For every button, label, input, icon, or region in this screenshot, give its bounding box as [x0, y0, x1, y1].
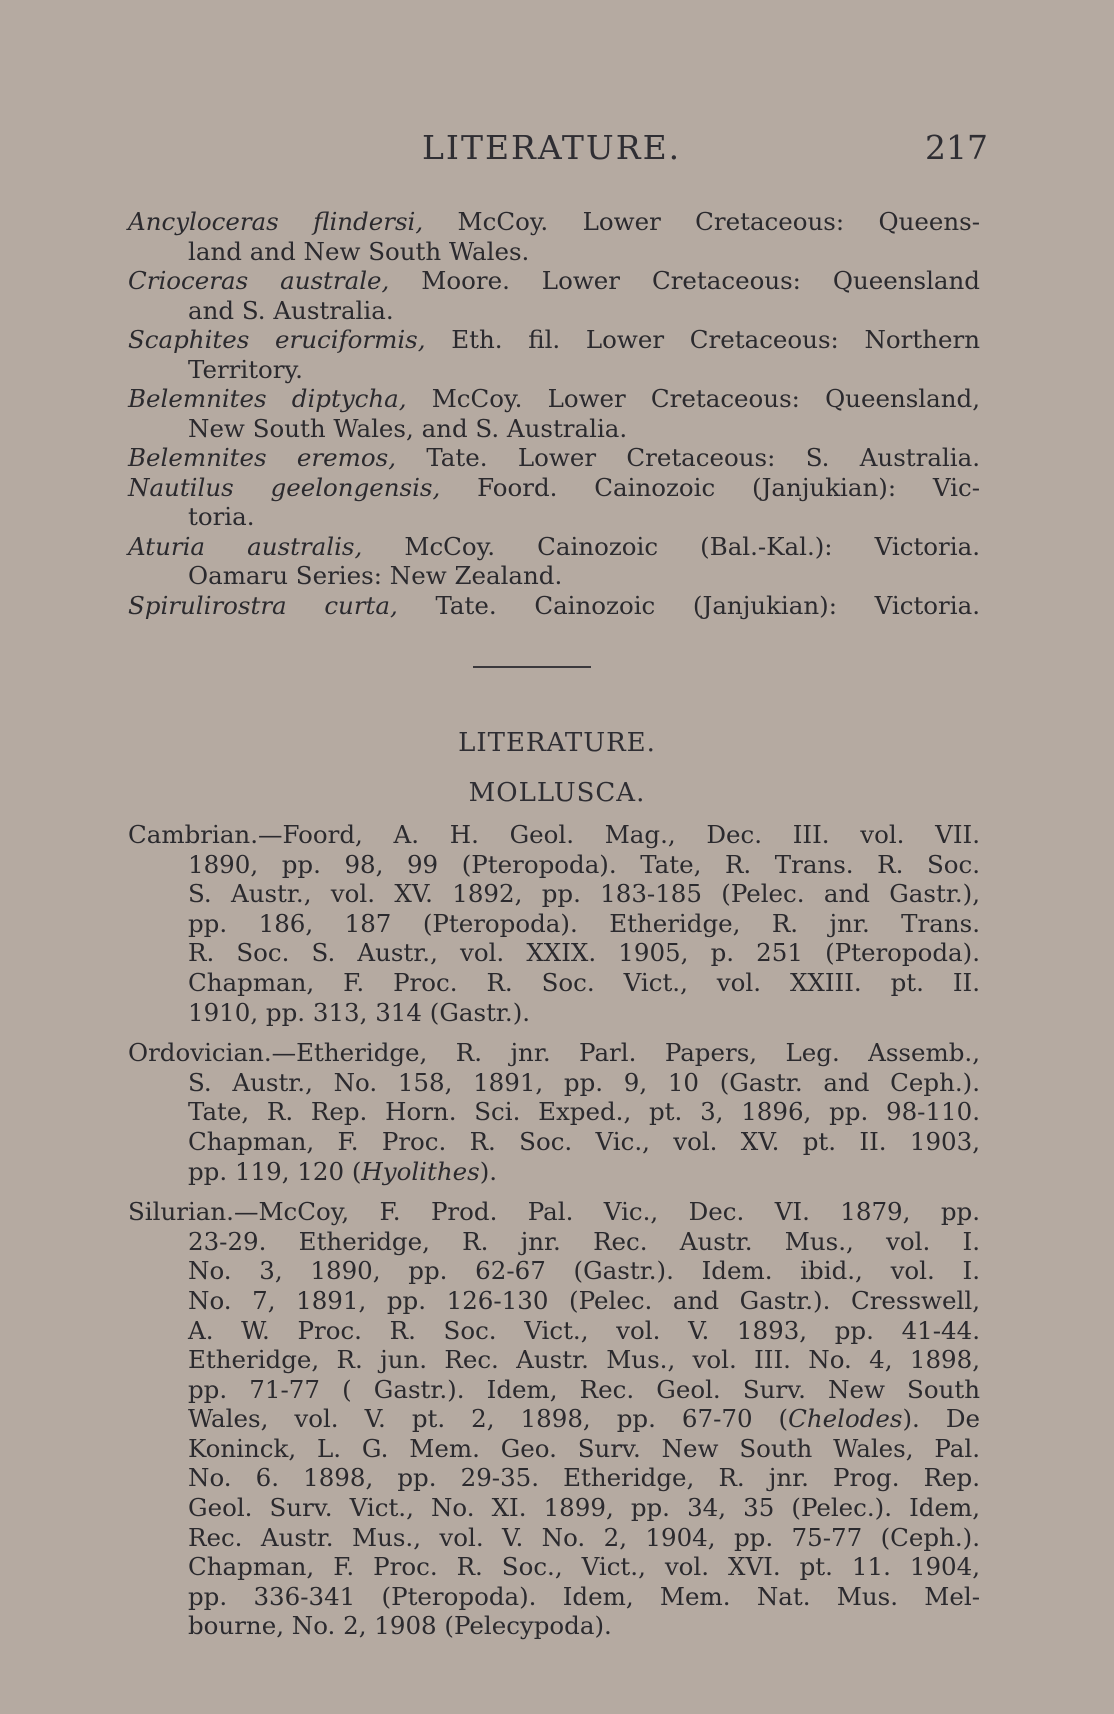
species-entry: Scaphites eruciformis, Eth. fil. Lower Cretaceous: Northern Territory. [128, 325, 981, 384]
species-entry: Spirulirostra curta, Tate. Cainozoic (Janjukian): Victoria. [128, 590, 980, 620]
section-divider [473, 666, 591, 668]
species-entry: Ancyloceras flindersi, McCoy. Lower Cretaceous: Queens- land and New South Wales. [128, 207, 980, 266]
species-list [128, 207, 980, 620]
species-entry: Crioceras australe, Moore. Lower Cretaceous: Queensland and S. Australia. [128, 266, 980, 325]
reference-silurian: Silurian.—McCoy, F. Prod. Pal. Vic., Dec. VI. 1879, pp. 23-29. Etheridge, R. jnr. Rec. Austr. Mus., vol. I. No. 3, 1890, pp. 62-67 (Gastr.). Idem. ibid., vol. I. No. 7, 1891, pp. 126-130 (Pelec. and Gastr.). Cresswell, A. W. Proc. R. Soc. Vict., vol. V. 1893, pp. 41-44. Etheridge, R. jun. Rec. Austr. Mus., vol. III. No. 4, 1898, pp. 71-77 ( Gastr.). Idem, Rec. Geol. Surv. New South Wales, vol. V. pt. 2, 1898, pp. 67-70 (Chelodes). De Koninck, L. G. Mem. Geo. Surv. New South Wales, Pal. No. 6. 1898, pp. 29-35. Etheridge, R. jnr. Prog. Rep. Geol. Surv. Vict., No. XI. 1899, pp. 34, 35 (Pelec.). Idem, Rec. Austr. Mus., vol. V. No. 2, 1904, pp. 75-77 (Ceph.). Chapman, F. Proc. R. Soc., Vict., vol. XVI. pt. 11. 1904, pp. 336-341 (Pteropoda). Idem, Mem. Nat. Mus. Mel- bourne, No. 2, 1908 (Pelecypoda). [128, 1197, 980, 1641]
running-title: LITERATURE. [422, 128, 682, 167]
page-number: 217 [925, 128, 988, 167]
species-entry: Aturia australis, McCoy. Cainozoic (Bal.-Kal.): Victoria. Oamaru Series: New Zealand. [128, 531, 980, 590]
section-subtitle: MOLLUSCA. [468, 778, 646, 808]
references [128, 820, 980, 1652]
running-head [0, 128, 1114, 172]
reference-cambrian: Cambrian.—Foord, A. H. Geol. Mag., Dec. III. vol. VII. 1890, pp. 98, 99 (Pteropoda). Tate, R. Trans. R. Soc. S. Austr., vol. XV. 1892, pp. 183-185 (Pelec. and Gastr.), pp. 186, 187 (Pteropoda). Etheridge, R. jnr. Trans. R. Soc. S. Austr., vol. XXIX. 1905, p. 251 (Pteropoda). Chapman, F. Proc. R. Soc. Vict., vol. XXIII. pt. II. 1910, pp. 313, 314 (Gastr.). [128, 820, 980, 1027]
species-entry: Belemnites eremos, Tate. Lower Cretaceous: S. Australia. [128, 443, 980, 472]
species-entry: Nautilus geelongensis, Foord. Cainozoic (Janjukian): Vic- toria. [128, 472, 980, 531]
species-entry: Belemnites diptycha, McCoy. Lower Cretaceous: Queensland, New South Wales, and S. Australia. [128, 384, 980, 443]
section-title: LITERATURE. [458, 728, 656, 758]
reference-ordovician: Ordovician.—Etheridge, R. jnr. Parl. Papers, Leg. Assemb., S. Austr., No. 158, 1891, pp. 9, 10 (Gastr. and Ceph.). Tate, R. Rep. Horn. Sci. Exped., pt. 3, 1896, pp. 98-110. Chapman, F. Proc. R. Soc. Vic., vol. XV. pt. II. 1903, pp. 119, 120 (Hyolithes). [128, 1038, 980, 1186]
